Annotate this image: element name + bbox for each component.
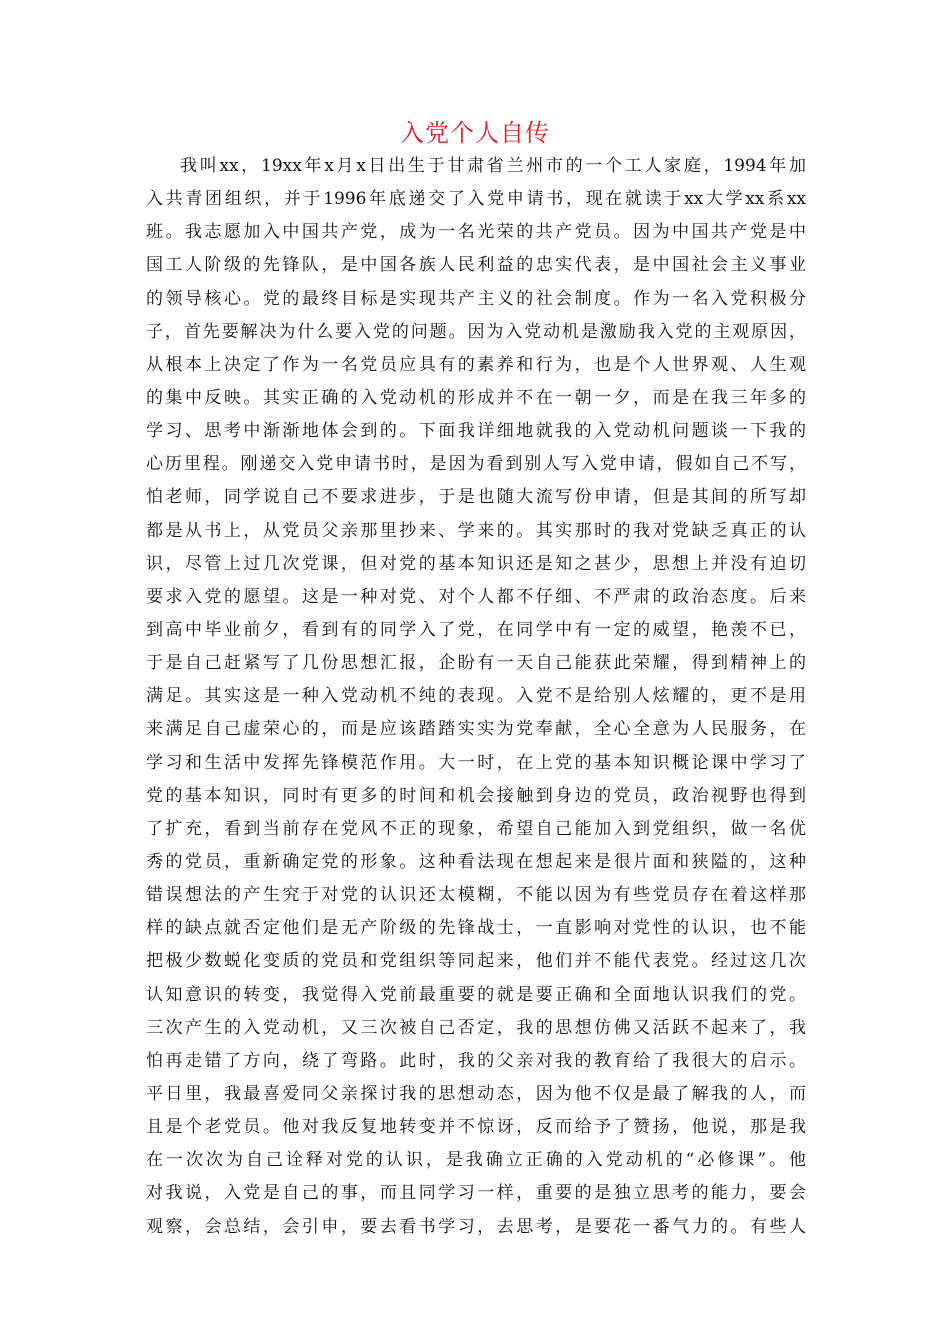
body-text-line: 观察，会总结，会引申，要去看书学习，去思考，是要花一番气力的。有些人 <box>146 1216 806 1237</box>
body-text-line: 怕老师，同学说自己不要求进步，于是也随大流写份申请，但是其间的所写却 <box>146 487 806 508</box>
body-text-line: 识，尽管上过几次党课，但对党的基本知识还是知之甚少，思想上并没有迫切 <box>146 553 806 574</box>
body-text-line: 班。我志愿加入中国共产党，成为一名光荣的共产党员。因为中国共产党是中 <box>146 222 806 243</box>
document-title: 入党个人自传 <box>400 119 550 147</box>
body-text-line: 心历里程。刚递交入党申请书时，是因为看到别人写入党申请，假如自己不写， <box>146 454 806 475</box>
body-text-line: 的集中反映。其实正确的入党动机的形成并不在一朝一夕，而是在我三年多的 <box>146 387 806 408</box>
body-text-line: 平日里，我最喜爱同父亲探讨我的思想动态，因为他不仅是最了解我的人，而 <box>146 1083 806 1104</box>
body-text-line: 从根本上决定了作为一名党员应具有的素养和行为，也是个人世界观、人生观 <box>146 354 806 375</box>
body-text-line: 样的缺点就否定他们是无产阶级的先锋战士，一直影响对党性的认识，也不能 <box>146 918 806 939</box>
body-text-line: 到高中毕业前夕，看到有的同学入了党，在同学中有一定的威望，艳羡不已， <box>146 619 806 640</box>
body-text-line: 党的基本知识，同时有更多的时间和机会接触到身边的党员，政治视野也得到 <box>146 785 806 806</box>
body-text-line: 把极少数蜕化变质的党员和党组织等同起来，他们并不能代表党。经过这几次 <box>146 951 806 972</box>
body-text-line: 入共青团组织，并于1996年底递交了入党申请书，现在就读于xx大学xx系xx <box>146 189 806 210</box>
body-text-line: 我叫xx，19xx年x月x日出生于甘肃省兰州市的一个工人家庭，1994年加 <box>180 156 806 176</box>
body-text-line: 要求入党的愿望。这是一种对党、对个人都不仔细、不严肃的政治态度。后来 <box>146 586 806 607</box>
body-text-line: 对我说，入党是自己的事，而且同学习一样，重要的是独立思考的能力，要会 <box>146 1183 806 1204</box>
body-text-line: 学习、思考中渐渐地体会到的。下面我详细地就我的入党动机问题谈一下我的 <box>146 421 806 442</box>
body-text-line: 的领导核心。党的最终目标是实现共产主义的社会制度。作为一名入党积极分 <box>146 288 806 309</box>
body-text-line: 学习和生活中发挥先锋模范作用。大一时，在上党的基本知识概论课中学习了 <box>146 752 806 773</box>
body-text-line: 国工人阶级的先锋队，是中国各族人民利益的忠实代表，是中国社会主义事业 <box>146 255 806 276</box>
body-text-line: 都是从书上，从党员父亲那里抄来、学来的。其实那时的我对党缺乏真正的认 <box>146 520 806 541</box>
body-text-line: 秀的党员，重新确定党的形象。这种看法现在想起来是很片面和狭隘的，这种 <box>146 851 806 872</box>
body-text-line: 了扩充，看到当前存在党风不正的现象，希望自己能加入到党组织，做一名优 <box>146 818 806 839</box>
body-text-line: 子，首先要解决为什么要入党的问题。因为入党动机是激励我入党的主观原因， <box>146 321 806 342</box>
body-text-line: 认知意识的转变，我觉得入党前最重要的就是要正确和全面地认识我们的党。 <box>146 984 806 1005</box>
body-text-line: 且是个老党员。他对我反复地转变并不惊讶，反而给予了赞扬，他说，那是我 <box>146 1117 806 1138</box>
body-text-line: 怕再走错了方向，绕了弯路。此时，我的父亲对我的教育给了我很大的启示。 <box>146 1050 806 1071</box>
body-text-line: 满足。其实这是一种入党动机不纯的表现。入党不是给别人炫耀的，更不是用 <box>146 686 806 707</box>
body-text-line: 三次产生的入党动机，又三次被自己否定，我的思想仿佛又活跃不起来了，我 <box>146 1017 806 1038</box>
body-text-line: 在一次次为自己诠释对党的认识，是我确立正确的入党动机的“必修课”。他 <box>146 1150 806 1171</box>
body-text-line: 来满足自己虚荣心的，而是应该踏踏实实为党奉献，全心全意为人民服务，在 <box>146 719 806 740</box>
body-text-line: 错误想法的产生究于对党的认识还太模糊，不能以因为有些党员存在着这样那 <box>146 885 806 906</box>
body-text-line: 于是自己赶紧写了几份思想汇报，企盼有一天自己能获此荣耀，得到精神上的 <box>146 653 806 674</box>
document-body <box>146 150 806 1244</box>
